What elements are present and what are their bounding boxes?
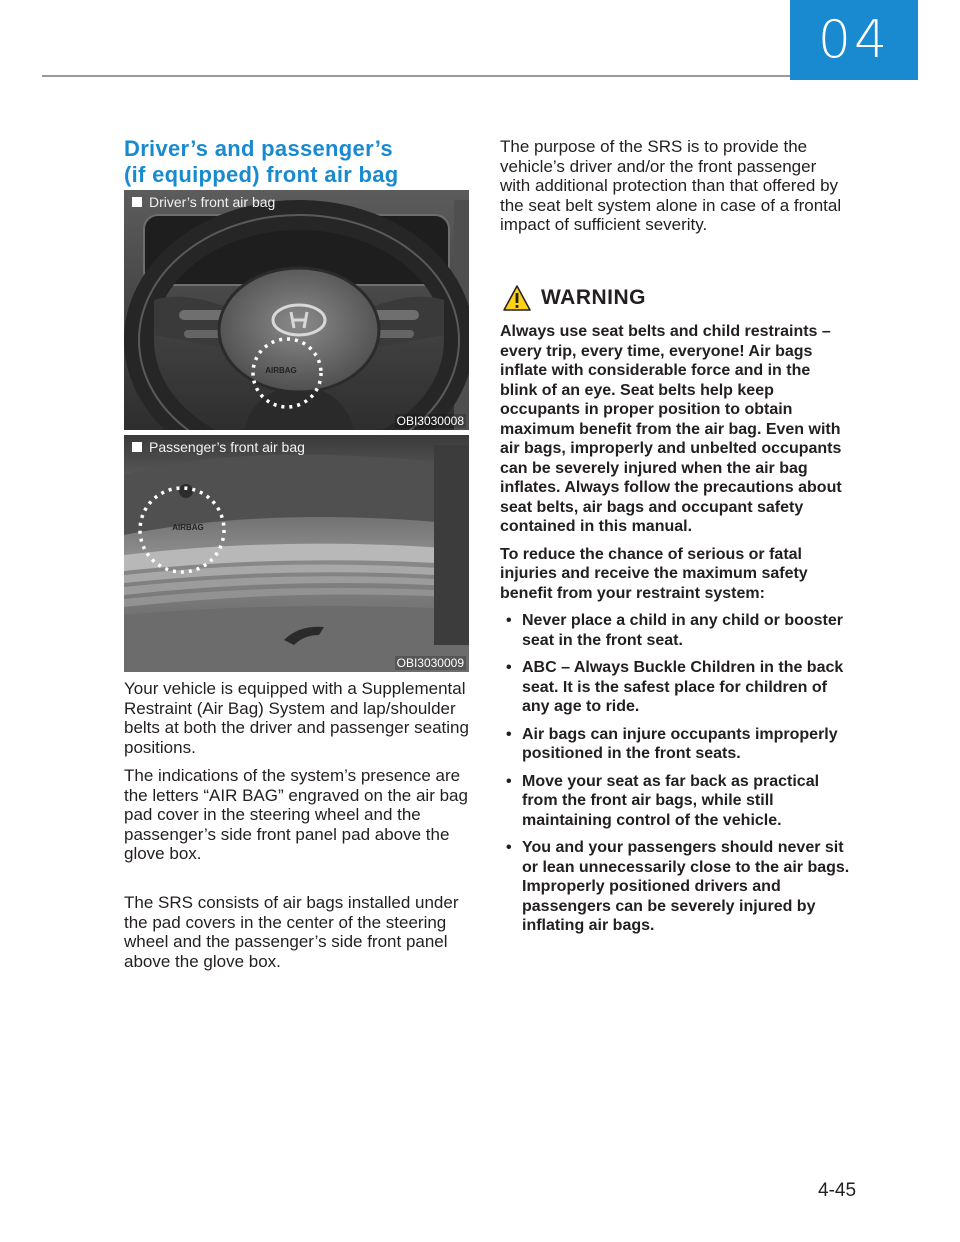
warning-bullet-item: • Never place a child in any child or booster seat in the front seat. — [500, 611, 850, 650]
warning-bullet-list — [500, 611, 850, 936]
airbag-indication-paragraph: The indications of the system’s presence are the letters “AIR BAG” engraved on the air bag pad cover in the steering wheel and the passenger’s side front panel pad above the glove box. — [124, 766, 468, 863]
chapter-tab — [790, 0, 918, 80]
warning-heading — [503, 285, 646, 311]
warning-triangle-icon — [503, 285, 531, 311]
dashboard-illustration — [124, 435, 469, 672]
warning-body — [500, 322, 850, 944]
square-bullet-icon — [132, 197, 142, 207]
driver-figure-caption-text: Driver’s front air bag — [149, 194, 276, 210]
warning-paragraph-2: To reduce the chance of serious or fatal injuries and receive the maximum safety benefit from your restraint system: — [500, 545, 808, 602]
steering-wheel-illustration — [124, 190, 469, 430]
warning-title: WARNING — [541, 286, 646, 309]
warning-bullet-item: • Air bags can injure occupants improperly positioned in the front seats. — [500, 725, 850, 764]
driver-airbag-figure — [124, 190, 469, 430]
srs-components-paragraph: The SRS consists of air bags installed under the pad covers in the center of the steering wheel and the passenger’s side front panel above the glove box. — [124, 893, 459, 971]
srs-purpose-paragraph: The purpose of the SRS is to provide the vehicle’s driver and/or the front passenger with additional protection than that offered by the seat belt system alone in case of a frontal impact of sufficient severity. — [500, 137, 842, 234]
section-title-line2: (if equipped) front air bag — [124, 162, 399, 187]
page-number: 4-45 — [818, 1180, 857, 1201]
warning-bullet-item: • You and your passengers should never sit or lean unnecessarily close to the air bags. Improperly positioned drivers and passengers can be severely injured by inflating air bags. — [500, 838, 850, 936]
driver-airbag-label: AIRBAG — [265, 366, 297, 375]
driver-figure-code: OBI3030008 — [396, 414, 464, 428]
warning-bullet-item: • Move your seat as far back as practical from the front air bags, while still maintaining control of the vehicle. — [500, 772, 850, 831]
right-column-intro — [500, 137, 850, 244]
square-bullet-icon — [132, 442, 142, 452]
passenger-figure-caption-text: Passenger’s front air bag — [149, 439, 305, 455]
warning-paragraph-1: Always use seat belts and child restraints – every trip, every time, everyone! Air bags inflate with considerable force and in the blink of an eye. Seat belts help keep occupants in proper position to obtain maximum benefit from the air bag. Even with air bags, improperly and unbelted occupants can be severely injured when the air bag inflates. Always follow the precautions about seat belts, air bags and occupant safety contained in this manual. — [500, 323, 842, 535]
srs-equipment-paragraph: Your vehicle is equipped with a Supplemental Restraint (Air Bag) System and lap/shoulder belts at both the driver and passenger seating positions. — [124, 679, 469, 757]
passenger-figure-code: OBI3030009 — [396, 656, 464, 670]
left-column-text — [124, 679, 469, 873]
section-title-line1: Driver’s and passenger’s — [124, 136, 393, 161]
chapter-number: 04 — [817, 10, 891, 70]
passenger-figure-caption — [132, 439, 305, 455]
header-rule — [42, 75, 790, 77]
warning-bullet-item: • ABC – Always Buckle Children in the back seat. It is the safest place for children of any age to ride. — [500, 658, 850, 717]
passenger-airbag-label: AIRBAG — [172, 523, 204, 532]
passenger-airbag-figure — [124, 435, 469, 672]
driver-figure-caption — [132, 194, 275, 210]
section-title — [124, 136, 469, 188]
left-column-text-2 — [124, 893, 469, 980]
